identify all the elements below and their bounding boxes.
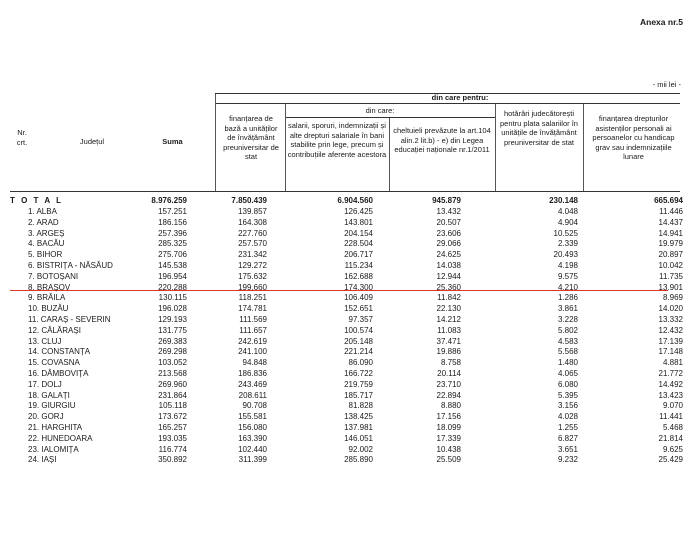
cell-fin-baza: 208.611 [238, 390, 267, 400]
cell-cheltuieli: 25.509 [436, 455, 461, 465]
table-row [0, 380, 695, 391]
cell-hotarari: 5.568 [557, 347, 578, 357]
cell-asistenti: 10.042 [658, 260, 683, 270]
cell-asistenti: 8.969 [662, 293, 683, 303]
header-divider [389, 118, 390, 191]
cell-asistenti: 13.332 [658, 314, 683, 324]
cell-cheltuieli: 945.879 [432, 196, 461, 205]
cell-asistenti: 9.625 [662, 444, 683, 454]
cell-cheltuieli: 22.130 [436, 304, 461, 314]
cell-hotarari: 10.525 [553, 228, 578, 238]
cell-hotarari: 4.583 [557, 336, 578, 346]
header-judet: Județul [79, 137, 105, 146]
table-row [0, 293, 695, 304]
cell-asistenti: 11.735 [659, 271, 683, 281]
cell-judet: 21. HARGHITA [28, 422, 83, 432]
cell-fin-baza: 243.469 [238, 379, 267, 389]
table-row [0, 455, 695, 466]
table-row [0, 412, 695, 423]
cell-salarii: 204.154 [344, 228, 373, 238]
header-divider [583, 104, 584, 191]
cell-fin-baza: 186.836 [238, 368, 267, 378]
cell-cheltuieli: 18.099 [436, 422, 461, 432]
cell-cheltuieli: 29.066 [436, 239, 461, 249]
cell-asistenti: 11.446 [659, 207, 683, 216]
cell-hotarari: 3.156 [557, 401, 578, 411]
header-col-salarii: salarii, sporuri, indemnizații și alte drepturi salariale în bani stabilite prin lege, precum și contribuțiile aferente acestora [287, 121, 387, 159]
cell-fin-baza: 257.570 [238, 239, 267, 249]
cell-fin-baza: 163.390 [238, 433, 267, 443]
cell-salarii: 143.801 [344, 217, 373, 227]
cell-judet: 9. BRĂILA [28, 293, 66, 303]
cell-fin-baza: 129.272 [238, 260, 267, 270]
cell-asistenti: 14.437 [658, 217, 683, 227]
cell-salarii: 100.574 [344, 325, 373, 335]
table-body [0, 207, 695, 466]
table-row [0, 401, 695, 412]
cell-suma: 186.156 [158, 217, 187, 227]
table-row [0, 229, 695, 240]
header-divider [215, 94, 216, 191]
cell-suma: 213.568 [158, 368, 187, 378]
cell-asistenti: 12.432 [658, 325, 683, 335]
cell-hotarari: 1.286 [557, 293, 578, 303]
cell-suma: 131.775 [158, 325, 187, 335]
table-row [0, 423, 695, 434]
cell-salarii: 285.890 [344, 455, 373, 465]
cell-salarii: 221.214 [344, 347, 373, 357]
cell-suma: 165.257 [158, 422, 187, 432]
header-nr-line2: crt. [16, 137, 28, 147]
cell-judet: 5. BIHOR [28, 250, 63, 260]
cell-hotarari: 4.210 [557, 282, 578, 292]
table-row [0, 358, 695, 369]
annex-label: Anexa nr.5 [640, 17, 683, 27]
cell-judet: 12. CĂLĂRAȘI [28, 325, 81, 335]
cell-suma: 8.976.259 [151, 196, 187, 205]
cell-fin-baza: 111.569 [239, 314, 267, 324]
cell-salarii: 152.651 [344, 304, 373, 314]
cell-judet: 1. ALBA [28, 207, 57, 216]
cell-hotarari: 6.827 [557, 433, 578, 443]
cell-cheltuieli: 37.471 [436, 336, 461, 346]
cell-cheltuieli: 22.894 [436, 390, 461, 400]
cell-asistenti: 21.814 [658, 433, 683, 443]
cell-judet: 4. BACĂU [28, 239, 65, 249]
cell-asistenti: 17.148 [658, 347, 683, 357]
cell-suma: 269.960 [158, 379, 187, 389]
header-suma: Suma [162, 137, 183, 146]
cell-cheltuieli: 19.886 [436, 347, 461, 357]
cell-salarii: 205.148 [344, 336, 373, 346]
unit-label: - mii lei - [652, 80, 681, 89]
cell-judet: 14. CONSTANȚA [28, 347, 91, 357]
cell-suma: 157.251 [158, 207, 187, 216]
cell-suma: 196.954 [158, 271, 187, 281]
cell-asistenti: 14.020 [658, 304, 683, 314]
cell-salarii: 146.051 [344, 433, 373, 443]
table-row [0, 369, 695, 380]
cell-hotarari: 9.232 [557, 455, 578, 465]
total-label: T O T A L [10, 196, 63, 205]
cell-salarii: 97.357 [348, 314, 373, 324]
cell-cheltuieli: 23.606 [436, 228, 461, 238]
cell-judet: 24. IAȘI [28, 455, 57, 465]
cell-salarii: 126.425 [344, 207, 373, 216]
cell-fin-baza: 139.857 [238, 207, 267, 216]
cell-hotarari: 4.028 [557, 412, 578, 422]
cell-suma: 350.892 [158, 455, 187, 465]
cell-fin-baza: 227.760 [238, 228, 267, 238]
cell-fin-baza: 90.708 [242, 401, 267, 411]
cell-suma: 257.396 [158, 228, 187, 238]
cell-fin-baza: 111.657 [239, 325, 267, 335]
cell-salarii: 206.717 [344, 250, 373, 260]
cell-salarii: 219.759 [344, 379, 373, 389]
cell-asistenti: 9.070 [662, 401, 683, 411]
table-row [0, 304, 695, 315]
table-row [0, 239, 695, 250]
cell-hotarari: 6.080 [557, 379, 578, 389]
cell-hotarari: 3.861 [557, 304, 578, 314]
cell-cheltuieli: 14.212 [436, 314, 461, 324]
table-row [0, 347, 695, 358]
cell-asistenti: 13.901 [658, 282, 683, 292]
cell-hotarari: 3.651 [557, 444, 578, 454]
header-din-care-pentru: din care pentru: [431, 93, 489, 102]
cell-suma: 130.115 [158, 293, 187, 303]
table-row [0, 337, 695, 348]
cell-hotarari: 2.339 [557, 239, 578, 249]
cell-asistenti: 19.979 [658, 239, 683, 249]
cell-cheltuieli: 20.114 [437, 368, 461, 378]
cell-fin-baza: 241.100 [238, 347, 267, 357]
cell-hotarari: 1.480 [557, 358, 578, 368]
cell-hotarari: 3.228 [557, 314, 578, 324]
cell-salarii: 137.981 [344, 422, 373, 432]
header-nr [10, 128, 34, 147]
cell-judet: 6. BISTRIȚA - NĂSĂUD [28, 260, 113, 270]
cell-hotarari: 4.048 [557, 207, 578, 216]
cell-hotarari: 5.395 [557, 390, 578, 400]
cell-cheltuieli: 17.156 [436, 412, 461, 422]
cell-salarii: 92.002 [348, 444, 373, 454]
cell-asistenti: 21.772 [658, 368, 683, 378]
header-divider [495, 104, 496, 191]
cell-judet: 2. ARAD [28, 217, 59, 227]
cell-salarii: 115.234 [344, 260, 373, 270]
cell-hotarari: 5.802 [557, 325, 578, 335]
header-col-asistenti: finanțarea drepturilor asistenților personali ai persoanelor cu handicap grav sau indemnizațiile lunare [592, 114, 675, 162]
table-row [0, 250, 695, 261]
cell-judet: 15. COVASNA [28, 358, 80, 368]
cell-fin-baza: 242.619 [238, 336, 267, 346]
cell-cheltuieli: 25.360 [436, 282, 461, 292]
cell-judet: 11. CARAȘ - SEVERIN [28, 314, 111, 324]
cell-asistenti: 17.139 [658, 336, 683, 346]
cell-judet: 20. GORJ [28, 412, 64, 422]
cell-cheltuieli: 11.842 [437, 293, 461, 303]
cell-judet: 16. DÂMBOVIȚA [28, 368, 89, 378]
cell-fin-baza: 118.251 [238, 293, 267, 303]
table-row [0, 218, 695, 229]
cell-judet: 23. IALOMIȚA [28, 444, 79, 454]
cell-asistenti: 13.423 [658, 390, 683, 400]
cell-judet: 7. BOTOȘANI [28, 271, 79, 281]
cell-salarii: 162.688 [344, 271, 373, 281]
header-din-care: din care: [365, 106, 395, 115]
cell-cheltuieli: 8.880 [440, 401, 461, 411]
cell-judet: 18. GALAȚI [28, 390, 70, 400]
cell-hotarari: 230.148 [549, 196, 578, 205]
table-row [0, 283, 695, 294]
cell-suma: 193.035 [158, 433, 187, 443]
table-row [0, 207, 695, 218]
cell-fin-baza: 102.440 [238, 444, 267, 454]
cell-cheltuieli: 20.507 [436, 217, 461, 227]
header-divider [285, 104, 286, 191]
cell-asistenti: 4.881 [662, 358, 683, 368]
cell-judet: 13. CLUJ [28, 336, 62, 346]
total-row [0, 195, 695, 207]
table-row [0, 391, 695, 402]
cell-asistenti: 14.492 [658, 379, 683, 389]
cell-asistenti: 25.429 [658, 455, 683, 465]
cell-fin-baza: 199.660 [238, 282, 267, 292]
cell-salarii: 174.300 [344, 282, 373, 292]
header-col-cheltuieli: cheltuieli prevăzute la art.104 alin.2 lit.b) - e) din Legea educației naționale nr.1/2011 [393, 126, 491, 155]
cell-salarii: 86.090 [348, 358, 373, 368]
cell-judet: 8. BRAȘOV [28, 282, 71, 292]
cell-cheltuieli: 14.038 [436, 260, 461, 270]
cell-suma: 220.288 [158, 282, 187, 292]
cell-cheltuieli: 10.438 [436, 444, 461, 454]
cell-cheltuieli: 11.083 [437, 325, 461, 335]
cell-hotarari: 4.065 [557, 368, 578, 378]
cell-suma: 105.118 [158, 401, 187, 411]
cell-salarii: 166.722 [344, 368, 373, 378]
cell-fin-baza: 174.781 [238, 304, 267, 314]
cell-asistenti: 665.694 [654, 196, 683, 205]
cell-asistenti: 20.897 [658, 250, 683, 260]
cell-suma: 116.774 [158, 444, 187, 454]
cell-suma: 269.298 [158, 347, 187, 357]
cell-salarii: 138.425 [344, 412, 373, 422]
cell-salarii: 185.717 [344, 390, 373, 400]
cell-suma: 275.706 [158, 250, 187, 260]
cell-suma: 231.864 [158, 390, 187, 400]
cell-salarii: 228.504 [344, 239, 373, 249]
header-subgroup-line [285, 117, 495, 118]
cell-suma: 196.028 [158, 304, 187, 314]
table-row [0, 434, 695, 445]
cell-suma: 285.325 [158, 239, 187, 249]
cell-cheltuieli: 8.758 [440, 358, 461, 368]
table-row [0, 315, 695, 326]
cell-suma: 103.052 [158, 358, 187, 368]
header-bottom-line [10, 191, 680, 192]
cell-asistenti: 11.441 [659, 412, 683, 422]
cell-judet: 19. GIURGIU [28, 401, 76, 411]
cell-judet: 22. HUNEDOARA [28, 433, 93, 443]
cell-asistenti: 14.941 [658, 228, 683, 238]
cell-cheltuieli: 12.944 [436, 271, 461, 281]
cell-salarii: 106.409 [344, 293, 373, 303]
cell-salarii: 81.828 [348, 401, 373, 411]
cell-judet: 17. DOLJ [28, 379, 62, 389]
cell-cheltuieli: 24.625 [436, 250, 461, 260]
table-row [0, 272, 695, 283]
header-col-hotarari: hotărâri judecătorești pentru plata salariilor în unitățile de învățământ preuniversitar de stat [500, 109, 578, 147]
cell-suma: 269.383 [158, 336, 187, 346]
cell-suma: 173.672 [158, 412, 187, 422]
cell-hotarari: 4.904 [557, 217, 578, 227]
cell-hotarari: 9.575 [557, 271, 578, 281]
header-nr-line1: Nr. [17, 128, 27, 137]
cell-cheltuieli: 13.432 [436, 207, 461, 216]
header-col-fin-baza: finanțarea de bază a unităților de învățământ preuniversitar de stat [223, 114, 279, 162]
data-table [0, 195, 695, 466]
cell-judet: 10. BUZĂU [28, 304, 69, 314]
cell-fin-baza: 155.581 [238, 412, 267, 422]
cell-cheltuieli: 23.710 [436, 379, 461, 389]
cell-asistenti: 5.468 [662, 422, 683, 432]
cell-fin-baza: 94.848 [242, 358, 267, 368]
cell-suma: 145.538 [158, 260, 187, 270]
cell-fin-baza: 156.080 [238, 422, 267, 432]
cell-fin-baza: 231.342 [238, 250, 267, 260]
cell-hotarari: 4.198 [557, 260, 578, 270]
cell-fin-baza: 164.308 [238, 217, 267, 227]
cell-fin-baza: 175.632 [238, 271, 267, 281]
table-row [0, 445, 695, 456]
cell-hotarari: 20.493 [553, 250, 578, 260]
cell-cheltuieli: 17.339 [436, 433, 461, 443]
table-row [0, 326, 695, 337]
cell-suma: 129.193 [158, 314, 187, 324]
cell-judet: 3. ARGEȘ [28, 228, 65, 238]
cell-salarii: 6.904.560 [337, 196, 373, 205]
cell-fin-baza: 7.850.439 [231, 196, 267, 205]
cell-fin-baza: 311.399 [238, 455, 267, 465]
table-row [0, 261, 695, 272]
cell-hotarari: 1.255 [557, 422, 578, 432]
